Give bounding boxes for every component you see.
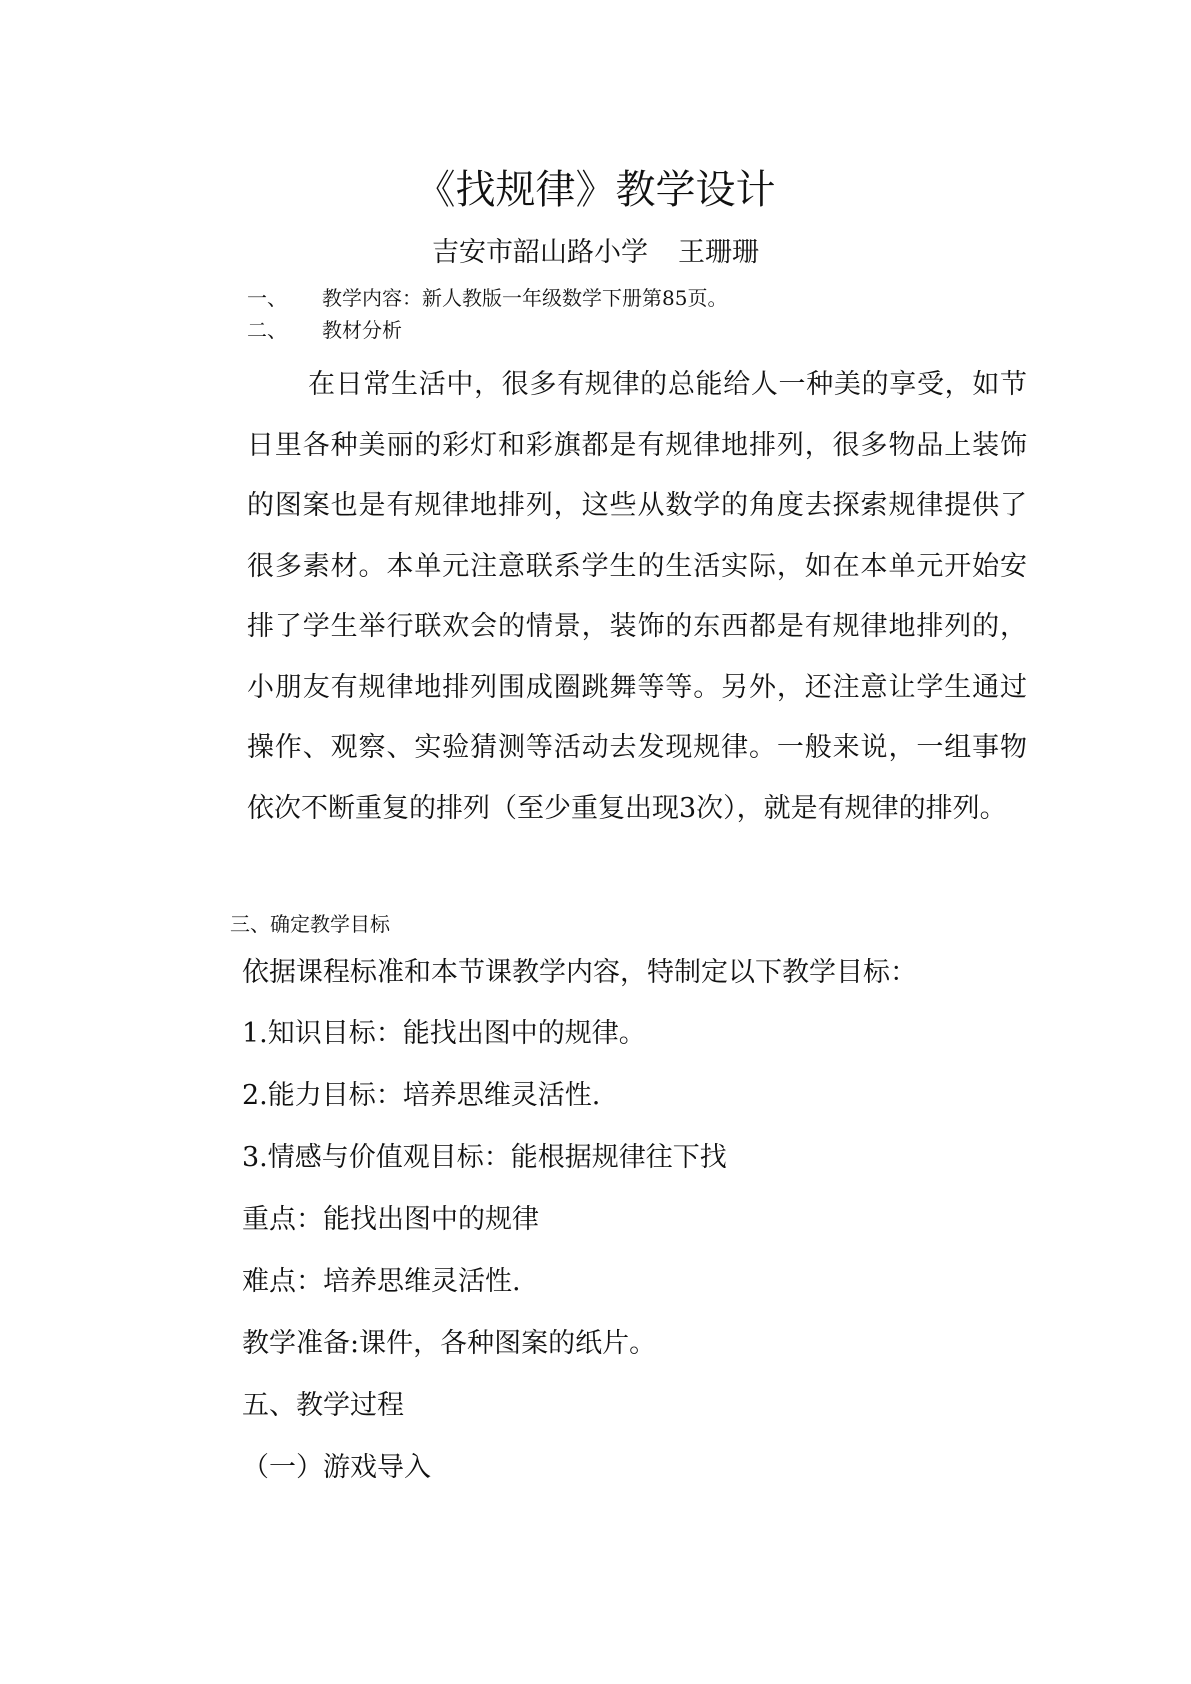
section-2-number: 二、 [247,318,287,342]
section-1 [247,284,727,312]
author-school: 吉安市韶山路小学 [432,237,648,268]
goal-3: 3.情感与价值观目标：能根据规律往下找 [242,1142,727,1173]
section-2-heading: 教材分析 [322,318,402,342]
author-line [0,235,1191,271]
goal-2: 2.能力目标：培养思维灵活性. [242,1080,601,1111]
key-point: 重点：能找出图中的规律 [242,1204,539,1235]
goals-intro: 依据课程标准和本节课教学内容，特制定以下教学目标： [242,957,917,988]
analysis-paragraph: 在日常生活中，很多有规律的总能给人一种美的享受，如节日里各种美丽的彩灯和彩旗都是有规律地排列，很多物品上装饰的图案也是有规律地排列，这些从数学的角度去探索规律提供了很多素材。本单元注意联系学生的生活实际，如在本单元开始安排了学生举行联欢会的情景，装饰的东西都是有规律地排列的，小朋友有规律地排列围成圈跳舞等等。另外，还注意让学生通过操作、观察、实验猜测等活动去发现规律。一般来说，一组事物依次不断重复的排列（至少重复出现3次），就是有规律的排列。 [247,369,1027,824]
section-1-text: 教学内容：新人教版一年级数学下册第85页。 [322,286,728,310]
subsection-1-heading: （一）游戏导入 [242,1452,431,1483]
teaching-preparation: 教学准备:课件，各种图案的纸片。 [242,1328,657,1359]
difficult-point: 难点：培养思维灵活性. [242,1266,521,1297]
goal-1: 1.知识目标：能找出图中的规律。 [242,1018,646,1049]
document-title: 《找规律》教学设计 [415,167,776,213]
section-5-heading: 五、教学过程 [242,1390,404,1421]
section-3-heading: 三、确定教学目标 [230,912,390,936]
author-name: 王珊珊 [678,237,759,268]
section-2 [247,316,402,344]
section-1-number: 一、 [247,286,287,310]
